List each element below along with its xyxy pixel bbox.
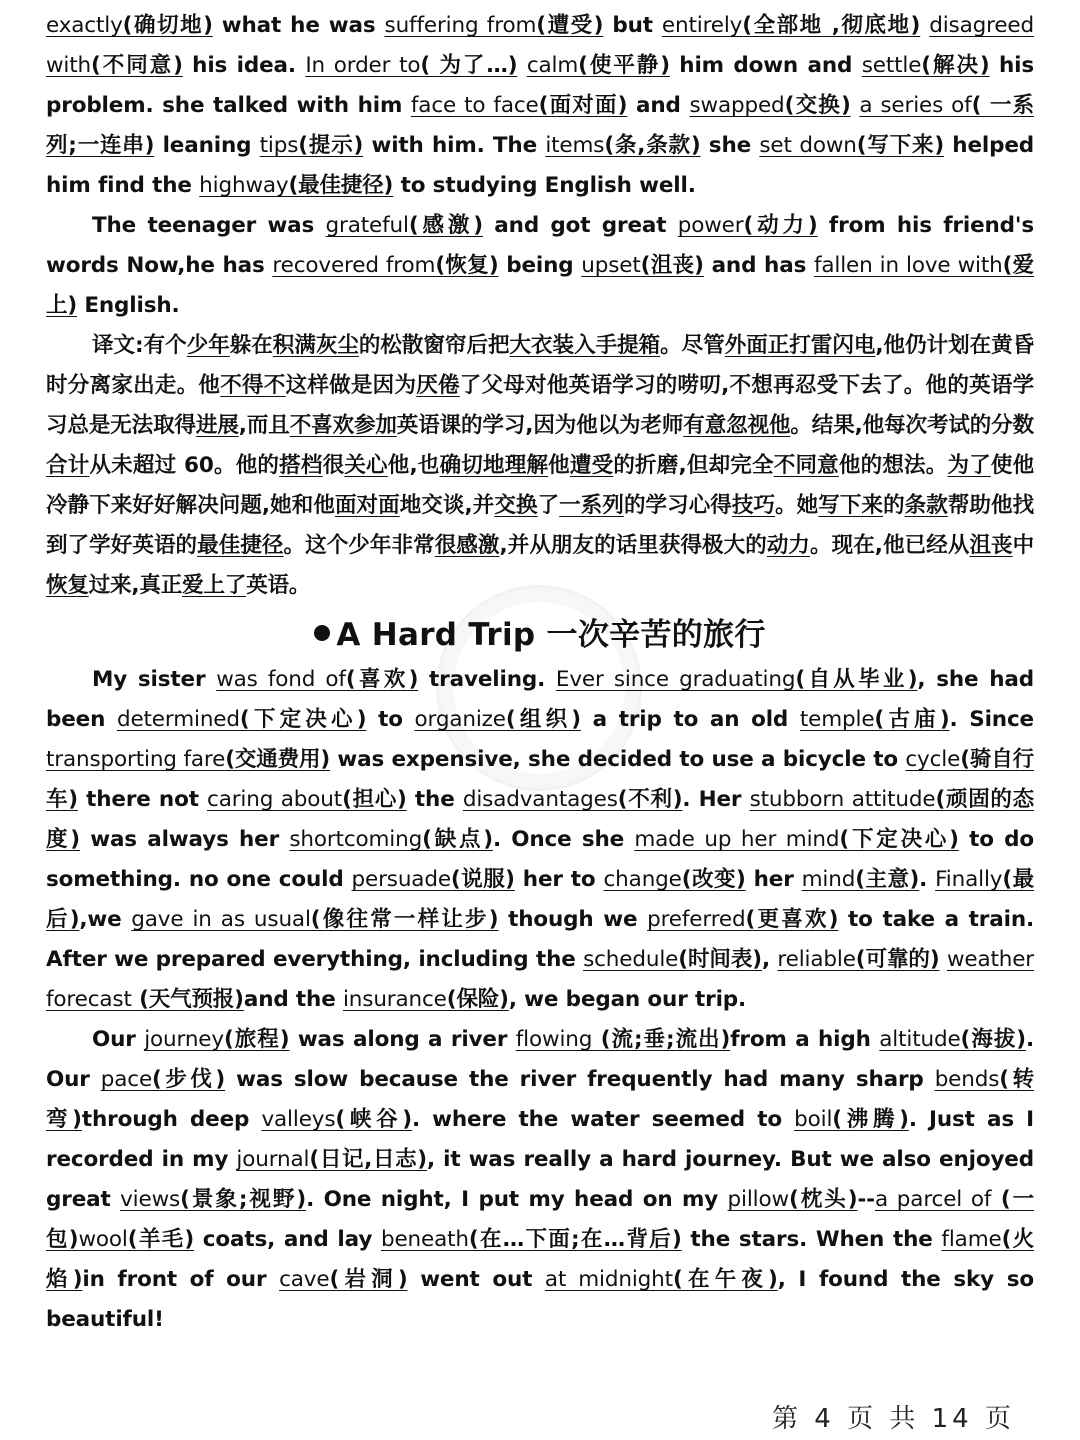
vocab-word: stubborn attitude (749, 787, 936, 812)
vocab-gloss: (担心) (342, 787, 407, 812)
vocab-gloss: (最佳捷径) (288, 173, 394, 198)
vocab-gloss: (转弯) (46, 1067, 1034, 1132)
vocab-gloss: (动力) (743, 213, 818, 238)
vocab-gloss: (使平静) (578, 53, 670, 78)
vocab-word: was fond of (216, 667, 346, 692)
vocab-gloss: (提示) (298, 133, 364, 158)
vocab-word: determined (116, 707, 240, 732)
vocab-word: journey (144, 1027, 224, 1052)
vocab-word: a parcel of (874, 1187, 992, 1212)
vocab-gloss: (组织) (505, 707, 581, 732)
paragraph-teenager: The teenager was grateful(感激) and got great power(动力) from his friend's words Now,he has recovered from(恢复) being upset(沮丧) and has fallen in love with(爱上) English. (46, 213, 1034, 318)
section-title: A Hard Trip 一次辛苦的旅行 (46, 612, 1034, 658)
vocab-gloss: ( 为了…) (420, 53, 518, 78)
vocab-word: weather forecast (46, 947, 1034, 1012)
paragraph-story-end: exactly(确切地) what he was suffering from(遭受) but entirely(全部地 ,彻底地) disagreed with(不同意) his idea. In order to( 为了…) calm(使平静) him down and settle(解决) his problem. she talked with him face to face(面对面) and swapped(交换) a series of( 一系列;一连串) leaning tips(提示) with him. The items(条,条款) she set down(写下来) helped him find the highway(最佳捷径) to studying English well. (46, 13, 1035, 198)
vocab-word: cycle (905, 747, 961, 772)
vocab-gloss: (改变) (681, 867, 746, 892)
vocab-word: face to face (410, 93, 539, 118)
vocab-word: flame (941, 1227, 1002, 1252)
vocab-word: calm (526, 53, 579, 78)
paragraph-hard-trip-1: My sister was fond of(喜欢) traveling. Ever since graduating(自从毕业), she had been determined(下定决心) to organize(组织) a trip to an old temple(古庙). Since transporting fare(交通费用) was expensive, she decided to use a bicycle to cycle(骑自行车) there not caring about(担心) the disadvantages(不利). Her stubborn attitude(顽固的态度) was always her shortcoming(缺点). Once she made up her mind(下定决心) to do something. no one could persuade(说服) her to change(改变) her mind(主意). Finally(最后),we gave in as usual(像往常一样让步) though we preferred(更喜欢) to take a train. After we prepared everything, including the schedule(时间表), reliable(可靠的) weather forecast (天气预报)and the insurance(保险), we began our trip. (46, 667, 1035, 1012)
vocab-word: fallen in love with (813, 253, 1003, 278)
vocab-gloss: (在午夜) (672, 1267, 778, 1292)
vocab-word: gave in as usual (131, 907, 311, 932)
vocab-gloss: (说服) (450, 867, 515, 892)
vocab-gloss: (面对面) (538, 93, 628, 118)
vocab-gloss: (全部地 ,彻底地) (742, 13, 921, 38)
vocab-gloss: (沸腾) (832, 1107, 909, 1132)
vocab-word: caring about (207, 787, 343, 812)
vocab-gloss: (在…下面;在…背后) (468, 1227, 682, 1252)
vocab-gloss: (顽固的态度) (46, 787, 1034, 852)
vocab-gloss: (沮丧) (640, 253, 704, 278)
vocab-word: set down (759, 133, 857, 158)
vocab-gloss: (不同意) (91, 53, 183, 78)
vocab-gloss: (保险) (446, 987, 509, 1012)
vocab-gloss: ( 一系列;一连串) (46, 93, 1034, 158)
vocab-word: a series of (859, 93, 972, 118)
vocab-word: pace (100, 1067, 153, 1092)
vocab-gloss: (爱上) (46, 253, 1034, 318)
vocab-word: mind (801, 867, 856, 892)
vocab-word: journal (236, 1147, 310, 1172)
paragraph-translation: 译文:有个少年躲在积满灰尘的松散窗帘后把大衣装入手提箱。尽管外面正打雷闪电,他仍计划在黄昏时分离家出走。他不得不这样做是因为厌倦了父母对他英语学习的唠叨,不想再忍受下去了。他的英语学习总是无法取得进展,而且不喜欢参加英语课的学习,因为他以为老师有意忽视他。结果,他每次考试的分数合计从未超过 60。他的搭档很关心他,也确切地理解他遭受的折磨,但却完全不同意他的想法。为了使他冷静下来好好解决问题,她和他面对面地交谈,并交换了一系列的学习心得技巧。她写下来的条款帮助他找到了学好英语的最佳捷径。这个少年非常很感激,并从朋友的话里获得极大的动力。现在,他已经从沮丧中恢复过来,真正爱上了英语。 (46, 333, 1035, 598)
vocab-word: organize (414, 707, 506, 732)
vocab-gloss: (峡谷) (335, 1107, 412, 1132)
vocab-gloss: (交换) (784, 93, 851, 118)
vocab-gloss: (海拔) (960, 1027, 1026, 1052)
vocab-word: grateful (325, 213, 409, 238)
vocab-word: recovered from (272, 253, 436, 278)
vocab-gloss: (缺点) (422, 827, 493, 852)
vocab-word: upset (581, 253, 641, 278)
vocab-word: In order to (305, 53, 421, 78)
vocab-gloss: (像往常一样让步) (310, 907, 499, 932)
vocab-word: at midnight (544, 1267, 673, 1292)
vocab-word: made up her mind (634, 827, 840, 852)
vocab-word: valleys (261, 1107, 336, 1132)
vocab-gloss: (更喜欢) (745, 907, 839, 932)
vocab-gloss: (不利) (617, 787, 683, 812)
vocab-word: pillow (727, 1187, 789, 1212)
vocab-word: reliable (777, 947, 856, 972)
vocab-word: wool (78, 1227, 128, 1252)
vocab-gloss: (主意) (855, 867, 920, 892)
vocab-word: power (677, 213, 744, 238)
vocab-gloss: (感激) (408, 213, 483, 238)
vocab-word: insurance (342, 987, 447, 1012)
vocab-gloss: (岩洞) (329, 1267, 408, 1292)
paragraph-hard-trip-2: Our journey(旅程) was along a river flowing (流;垂;流出)from a high altitude(海拔). Our pace(步伐) was slow because the river frequently had many sharp bends(转弯)through deep valleys(峡谷). where the water seemed to boil(沸腾). Just as I recorded in my journal(日记,日志), it was really a hard journey. But we also enjoyed great views(景象;视野). One night, I put my head on my pillow(枕头)--a parcel of (一包)wool(羊毛) coats, and lay beneath(在…下面;在…背后) the stars. When the flame(火焰)in front of our cave(岩洞) went out at midnight(在午夜), I found the sky so beautiful! (46, 1027, 1035, 1332)
vocab-word: transporting fare (46, 747, 226, 772)
vocab-gloss: (景象;视野) (180, 1187, 307, 1212)
vocab-gloss: (可靠的) (855, 947, 940, 972)
vocab-word: shortcoming (289, 827, 423, 852)
vocab-word: swapped (689, 93, 785, 118)
vocab-word: boil (794, 1107, 833, 1132)
vocab-word: Ever since graduating (555, 667, 796, 692)
vocab-gloss: (喜欢) (345, 667, 419, 692)
vocab-gloss: (古庙) (874, 707, 950, 732)
vocab-gloss: (旅程) (223, 1027, 290, 1052)
vocab-gloss: (写下来) (856, 133, 944, 158)
vocab-gloss: (确切地) (122, 13, 213, 38)
vocab-word: change (603, 867, 682, 892)
document-page (46, 6, 1034, 1340)
vocab-gloss: (步伐) (152, 1067, 226, 1092)
vocab-gloss: (流;垂;流出) (592, 1027, 731, 1052)
vocab-word: exactly (46, 13, 123, 38)
vocab-gloss: (解决) (921, 53, 990, 78)
vocab-word: cave (279, 1267, 330, 1292)
vocab-word: preferred (647, 907, 746, 932)
page-number: 第 4 页 共 14 页 (772, 1404, 1015, 1434)
vocab-gloss: (下定决心) (839, 827, 959, 852)
vocab-word: bends (934, 1067, 1000, 1092)
vocab-word: disadvantages (462, 787, 618, 812)
vocab-word: beneath (380, 1227, 469, 1252)
vocab-gloss: (时间表) (678, 947, 762, 972)
vocab-gloss: (枕头) (788, 1187, 858, 1212)
vocab-word: views (120, 1187, 181, 1212)
vocab-gloss: (恢复) (435, 253, 499, 278)
vocab-word: highway (199, 173, 289, 198)
vocab-word: temple (799, 707, 875, 732)
vocab-word: persuade (351, 867, 451, 892)
vocab-gloss: (遭受) (536, 13, 604, 38)
vocab-word: disagreed with (46, 13, 1034, 78)
vocab-gloss: (日记,日志) (309, 1147, 427, 1172)
vocab-gloss: (自从毕业) (795, 667, 918, 692)
vocab-word: tips (259, 133, 299, 158)
vocab-gloss: (天气预报) (131, 987, 244, 1012)
vocab-gloss: (下定决心) (239, 707, 367, 732)
vocab-word: flowing (515, 1027, 593, 1052)
vocab-gloss: (交通费用) (225, 747, 331, 772)
vocab-word: items (545, 133, 605, 158)
vocab-word: altitude (879, 1027, 961, 1052)
vocab-gloss: (羊毛) (127, 1227, 195, 1252)
vocab-gloss: (最后) (46, 867, 1034, 932)
vocab-gloss: (火焰) (46, 1227, 1035, 1292)
vocab-word: entirely (661, 13, 743, 38)
bullet-icon (314, 625, 330, 641)
vocab-word: settle (861, 53, 922, 78)
vocab-word: Finally (935, 867, 1003, 892)
vocab-gloss: (骑自行车) (46, 747, 1034, 812)
vocab-word: suffering from (384, 13, 537, 38)
vocab-gloss: (一包) (46, 1187, 1034, 1252)
vocab-gloss: (条,条款) (604, 133, 701, 158)
vocab-word: schedule (583, 947, 679, 972)
